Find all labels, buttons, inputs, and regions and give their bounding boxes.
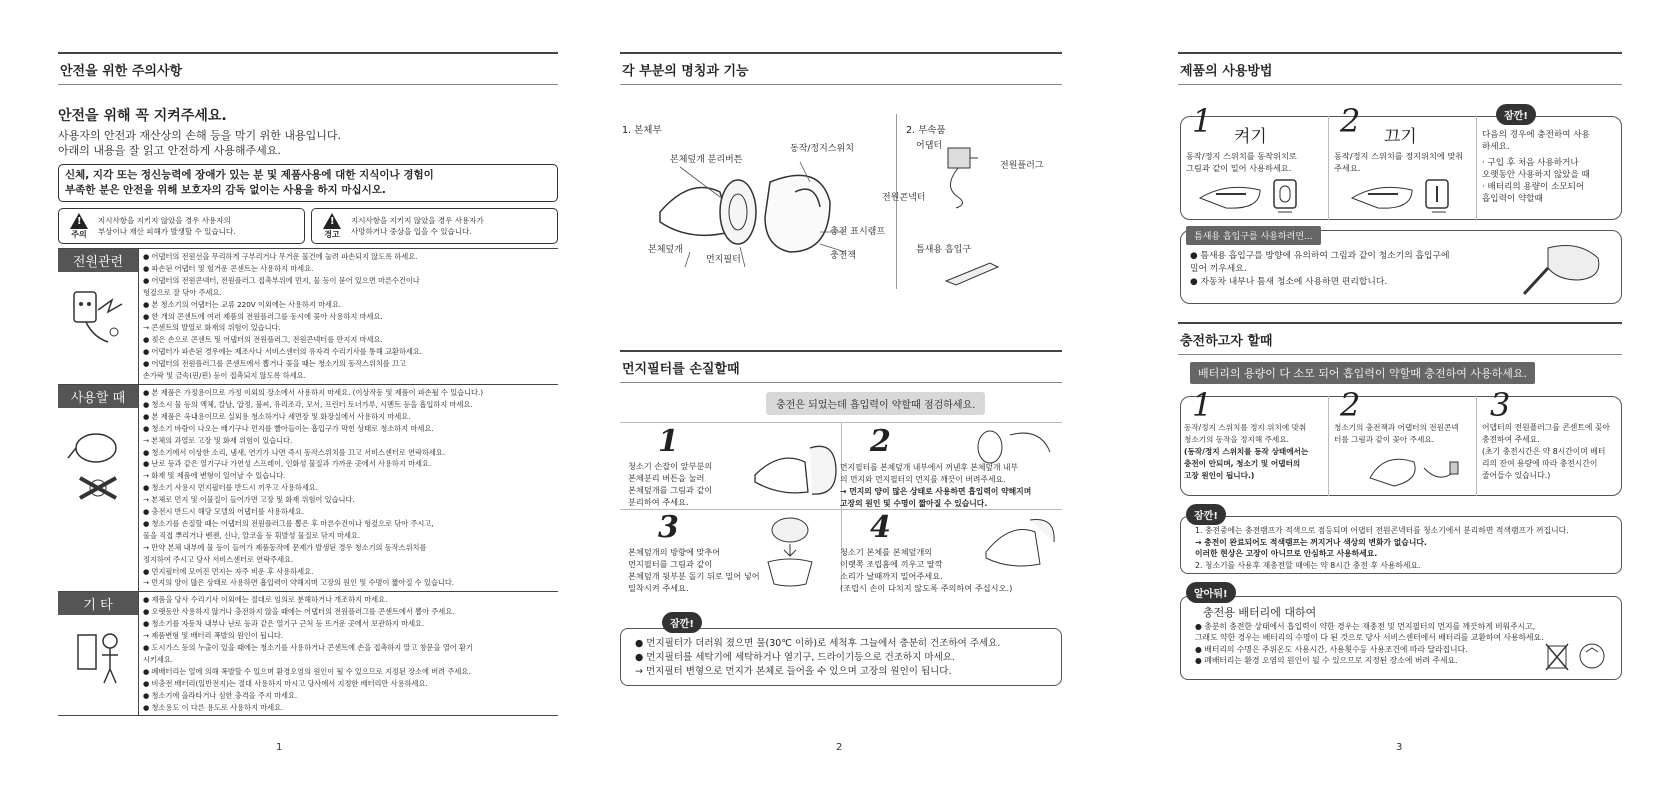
filter-section-title: 먼지필터를 손질할때 xyxy=(620,350,1062,383)
battery-title: 충전용 배터리에 대하여 xyxy=(1203,606,1317,619)
instruction-line: ● 어댑터가 파손된 경우에는 제조사나 서비스센터의 유자격 수리기사를 통해 교환하세요. xyxy=(143,347,423,357)
instruction-line: ● 비충전 배터리(일반전지)는 절대 사용하지 마시고 당사에서 지정한 배터리만 사용하세요. xyxy=(143,678,428,688)
step-4-text: 청소기 본체를 본체덮개의 이랫쪽 조립홈에 끼우고 딸깍 소리가 날때까지 밀어주세요. (조립시 손이 다치지 않도록 주의하여 주십시오.) xyxy=(840,547,1013,593)
instruction-line: ● 충전시 반드시 해당 모델의 어댑터를 사용하세요. xyxy=(143,507,305,517)
crevice-label: 틈새용 흡입구 xyxy=(916,245,972,255)
release-button-label: 본체덮개 분리버튼 xyxy=(670,155,743,165)
category-body xyxy=(138,592,558,715)
vacuum-parts-diagram xyxy=(650,152,870,282)
category-etc xyxy=(58,591,558,716)
instruction-line: ● 폐배터리는 열에 의해 폭발할 수 있으며 환경오염의 원인이 될 수 있으므로 지정된 장소에 버려 주세요. xyxy=(143,666,471,676)
category-use xyxy=(58,384,558,591)
step-number: 1 xyxy=(658,424,679,459)
adapter-icon xyxy=(938,142,998,212)
instruction-line: ● 본 청소기의 어댑터는 교류 220V 이외에는 사용하지 마세요. xyxy=(143,299,342,309)
instruction-line: ● 청소기 바람이 나오는 배기구나 먼지를 빨아들이는 흡입구가 막힌 상태로 청소하지 마세요. xyxy=(143,423,434,433)
off-text: 동작/정지 스위치를 정지위치에 맞춰 주세요. xyxy=(1334,151,1464,173)
filter-label: 먼지필터 xyxy=(706,255,741,265)
charge-conditions: 다음의 경우에 충전하여 사용 하세요. · 구입 후 처음 사용하거나 오랫동안 사용하지 않았을 때 · 배터리의 용량이 소모되어 흡입력이 약할때 xyxy=(1482,130,1590,204)
warning-triangle-icon: ! xyxy=(323,213,341,229)
cover-label: 본체덮개 xyxy=(648,245,683,255)
instruction-line: ● 오랫동안 사용하지 않거나 충전하지 않을 때에는 어댑터의 전원플러그를 콘센트에서 뽑아 주세요. xyxy=(143,607,455,617)
instruction-line: ● 청소기를 자동차 내부나 난로 등과 같은 열기구 근처 등 뜨거운 곳에서 보관하지 마세요. xyxy=(143,619,425,629)
category-label: 전원관련 xyxy=(58,249,138,272)
page-number: 3 xyxy=(1396,742,1403,753)
step-1-illustration xyxy=(750,430,840,504)
instruction-line: ● 젖은 손으로 콘센트 및 어댑터의 전원플러그, 전원콘넥터를 만지지 마세요. xyxy=(143,335,383,345)
warning-heading: 안전을 위해 꼭 지켜주세요. xyxy=(58,108,227,124)
instruction-line: ● 청소시 물 등의 액체, 칼날, 압정, 불씨, 유리조각, 모서, 프린터 토너가루, 시멘트 등을 흡입하지 마세요. xyxy=(143,399,473,409)
page-2 xyxy=(620,52,1062,757)
note-badge: 잠깐! xyxy=(662,612,702,633)
instruction-line: → 화재 및 제품에 변형이 일어날 수 있습니다. xyxy=(143,471,286,481)
on-label: 켜기 xyxy=(1234,127,1267,147)
step-number: 1 xyxy=(1192,386,1213,424)
off-label: 끄기 xyxy=(1384,127,1417,147)
category-body xyxy=(138,385,558,591)
tip-badge: 알아둬! xyxy=(1186,582,1236,603)
lamp-label: 충전 표시램프 xyxy=(830,227,886,237)
step-3-illustration xyxy=(750,512,830,588)
instruction-line: → 콘센트의 발열로 화재의 위험이 있습니다. xyxy=(143,323,281,333)
step-number: 1 xyxy=(1192,102,1213,140)
step-2-text: 먼지필터를 본체덮개 내부에서 꺼낸후 본체덮개 내부 의 먼지와 먼지필터의 먼지를 깨끗이 버려주세요. → 먼지의 양이 많은 상태로 사용하면 흡입력이 약해지며 고장의 원인 및 수명이 짧아질 수 있습니다. xyxy=(840,463,1032,508)
charge-step-1: 동작/정지 스위치를 정지 위치에 맞춰 청소기의 동작을 정지해 주세요. (동작/정지 스위치를 동작 상태에서는 충전이 안되며, 청소기 및 어댑터의 고장 원인이 됩니다.) xyxy=(1184,423,1309,480)
step-1-text: 청소기 손잡이 앞부분의 본체분리 버튼을 눌러 본체덮개를 그림과 같이 분리하여 주세요. xyxy=(628,461,713,507)
accessory-section-label: 2. 부속품 xyxy=(906,125,946,136)
electric-shock-illustration xyxy=(58,272,138,362)
step-number: 2 xyxy=(1340,102,1361,140)
plug-label: 전원플러그 xyxy=(1000,161,1044,171)
caution-legend xyxy=(58,208,558,244)
instruction-line: → 본체로 먼지 및 이물질이 들어가면 고장 및 화재 위험이 있습니다. xyxy=(143,495,355,505)
instruction-line: ● 난로 등과 같은 열기구나 가연성 스프레이, 인화성 물질과 가까운 곳에서 사용하지 마세요. xyxy=(143,459,432,469)
instruction-line: ● 어댑터의 전원선을 무리하게 구부리거나 무거운 물건에 눌려 파손되지 않도록 하세요. xyxy=(143,252,418,261)
instruction-line: ● 청소기에서 이상한 소리, 냄새, 연기가 나면 즉시 동작스위치를 끄고 서비스센터로 연락하세요. xyxy=(143,447,446,457)
step-number: 4 xyxy=(870,510,891,545)
instruction-line: ● 청소기 사용시 먼지필터를 반드시 끼우고 사용하세요. xyxy=(143,483,319,493)
disability-notice: 신체, 지각 또는 정신능력에 장애가 있는 분 및 제품사용에 대한 지식이나 경험이 부족한 분은 안전을 위해 보호자의 감독 없이는 사용을 하지 마십시오. xyxy=(58,164,558,202)
charge-bar: 배터리의 용량이 다 소모 되어 흡입력이 약할때 충전하여 사용하세요. xyxy=(1190,362,1535,384)
instruction-line: → 먼지의 양이 많은 상태로 사용하면 흡입력이 약해지며 고장의 원인 및 수명이 짧아질 수 있습니다. xyxy=(143,578,455,588)
check-notice: 충전은 되었는데 흡입력이 약할때 점검하세요. xyxy=(766,392,985,415)
recycle-disposal-icon xyxy=(1544,640,1610,672)
instruction-line: ● 청소기에 올라타거나 심한 충격을 주지 마세요. xyxy=(143,690,298,700)
page-number: 2 xyxy=(836,742,843,753)
switch-on-illustration xyxy=(1196,176,1316,214)
step-number: 3 xyxy=(1490,386,1511,424)
step-4-illustration xyxy=(980,512,1058,572)
category-label: 사용할 때 xyxy=(58,385,138,408)
crevice-instructions: ● 틈새용 흡입구를 방향에 유의하여 그림과 같이 청소기의 흡입구에 밀어 끼우세요. ● 자동차 내부나 틈새 청소에 사용하면 편리합니다. xyxy=(1190,251,1450,287)
instruction-line: 시키세요. xyxy=(143,654,174,664)
switch-off-illustration xyxy=(1348,176,1468,214)
instruction-line: ● 청소용도 이 다른 용도로 사용하지 마세요. xyxy=(143,702,284,712)
charging-illustration xyxy=(1364,448,1464,490)
instruction-line: ● 본 제품은 가정용이므로 가정 이외의 장소에서 사용하지 마세요. (이상작동 및 제품이 파손될 수 있습니다.) xyxy=(143,387,484,397)
warning-box: ! 경고 지시사항을 지키지 않았을 경우 사용자가 사망하거나 중상을 입을 수 있습니다. xyxy=(311,208,558,244)
instruction-line: → 만약 본체 내부에 물 등이 들어가 제품동작에 문제가 발생된 경우 청소기의 동작스위치를 xyxy=(143,542,427,552)
crevice-vacuum-illustration xyxy=(1518,238,1608,300)
instruction-line: ● 청소기를 손질할 때는 어댑터의 전원플러그를 뽑은 후 마른수건이나 헝겊으로 닦아 주시고, xyxy=(143,518,434,528)
instruction-line: ● 먼지필터에 모여진 먼지는 자주 비운 후 사용하세요. xyxy=(143,566,314,576)
charge-step-2: 청소기의 충전잭과 어댑터의 전원콘넥 터를 그림과 같이 꽂아 주세요. xyxy=(1334,423,1459,444)
step-number: 3 xyxy=(658,510,679,545)
intro-text: 사용자의 안전과 재산상의 손해 등을 막기 위한 내용입니다. 아래의 내용을 잘 읽고 안전하게 사용해주세요. xyxy=(58,129,341,157)
instruction-line: 정지하여 주시고 당사 서비스센터로 연락주세요. xyxy=(143,554,294,564)
charge-step-3: 어댑터의 전원플러그를 콘센트에 꽂아 충전하여 주세요. (초기 충전시간은 약 8시간이며 배터 리의 잔여 용량에 따라 충전시간이 줄어들수 있습니다.) xyxy=(1482,423,1610,480)
instruction-line: ● 파손된 어댑터 및 헐거운 콘센트는 사용하지 마세요. xyxy=(143,263,314,273)
note-badge: 잠깐! xyxy=(1496,104,1536,125)
instruction-line: ● 한 개의 콘센트에 여러 제품의 전원플러그를 동시에 꽂아 사용하지 마세요. xyxy=(143,311,383,321)
instruction-line: ● 본 제품은 옥내용이므로 실외용 청소하거나 세면장 및 화장실에서 사용하지 마세요. xyxy=(143,411,411,421)
page-title: 안전을 위한 주의사항 xyxy=(58,52,558,85)
connector-label: 전원콘넥터 xyxy=(882,193,926,203)
instruction-line: 물을 직접 뿌리거나 벤젠, 신나, 알코올 등 휘발성 물질로 닦지 마세요. xyxy=(143,530,361,540)
instruction-line: ● 도시가스 등의 누출이 있을 때에는 청소기를 사용하거나 콘센트에 손을 접촉하지 말고 창문을 열어 환기 xyxy=(143,643,473,652)
switch-label: 동작/정지스위치 xyxy=(790,144,854,154)
crevice-nozzle-icon xyxy=(942,257,1002,287)
body-section-label: 1. 본체부 xyxy=(622,125,662,136)
page-number: 1 xyxy=(276,742,283,753)
charge-notes: 1. 충전중에는 충전램프가 적색으로 점등되며 어댑터 전원콘넥터를 청소기에서 분리하면 적색램프가 꺼집니다. → 충전이 완료되어도 적색램프는 꺼지거나 색상의 변화가 없습니다. 이러한 현상은 고장이 아니므로 안심하고 사용하세요. 2. 청소기를 사용후 재충전할 때에는 약 8시간 충전 후 사용하세요. xyxy=(1180,516,1622,574)
person-illustration xyxy=(58,615,138,695)
battery-info: 충전용 배터리에 대하여 ● 충분히 충전한 상태에서 흡입력이 약한 경우는 재충전 및 먼지필터의 먼지를 깨끗하게 비워주시고, 그래도 약한 경우는 배터리의 수명이 다 된 것으로 당사 서비스센터에서 배터리를 교환하여 사용하세요. ● 배터리의 수명은 주위온도 사용시간, 사용횟수등 사용조건에 따라 달라집니다. ● 폐배터리는 환경 오염의 원인이 될 수 있으므로 지정된 장소에 버려 주세요. xyxy=(1180,596,1622,680)
step-number: 2 xyxy=(870,424,891,459)
instruction-line: → 본체의 과열로 고장 및 화재 위험이 있습니다. xyxy=(143,435,293,445)
step-2-illustration xyxy=(970,427,1055,467)
caution-box: ! 주의 지시사항을 지키지 않았을 경우 사용자의 부상이나 재산 피해가 발생할 수 있습니다. xyxy=(58,208,305,244)
page-1 xyxy=(58,52,558,757)
crevice-tag: 틈새용 흡입구를 사용하려면... xyxy=(1186,226,1321,245)
charge-title: 충전하고자 할때 xyxy=(1178,322,1622,355)
filter-notes: ● 먼지필터가 더러워 졌으면 물(30℃ 이하)로 세척후 그늘에서 충분히 건조하여 주세요. ● 먼지필터를 세탁기에 세탁하거나 열기구, 드라이기등으로 건조하지 마세요. → 먼지필터 변형으로 먼지가 본체로 들어올 수 있으며 고장의 원인이 됩니다. xyxy=(620,628,1062,686)
step-number: 2 xyxy=(1340,386,1361,424)
category-body xyxy=(138,249,558,384)
on-text: 동작/정지 스위치를 동작위치로 그림과 같이 밀어 사용하세요. xyxy=(1186,151,1297,173)
vacuum-prohibited-illustration xyxy=(58,408,138,518)
page-title: 제품의 사용방법 xyxy=(1178,52,1622,85)
note-badge: 잠깐! xyxy=(1186,504,1226,525)
jack-label: 충전잭 xyxy=(830,251,857,261)
instruction-line: → 제품변형 및 배터리 폭발의 원인이 됩니다. xyxy=(143,631,284,641)
adapter-label: 어댑터 xyxy=(916,141,943,151)
instruction-line: 손가락 및 금속(핀/핀) 등이 접촉되지 않도록 하세요. xyxy=(143,371,306,381)
step-3-text: 본체덮개의 방향에 맞추어 먼지필터를 그림과 같이 본체덮개 뒷부분 돌기 뒤로 밀어 넣어 밀착시켜 주세요. xyxy=(628,547,760,593)
page-3 xyxy=(1178,52,1678,757)
page-title: 각 부분의 명칭과 기능 xyxy=(620,52,1062,85)
instruction-line: ● 어댑터의 전원플러그를 콘센트에서 뽑거나 꽂을 때는 청소기의 동작스위치를 끄고 xyxy=(143,359,406,369)
category-power xyxy=(58,248,558,384)
category-label: 기 타 xyxy=(58,592,138,615)
instruction-line: ● 제품을 당사 수리기사 이외에는 절대로 임의로 분해하거나 개조하지 마세요. xyxy=(143,595,388,605)
warning-triangle-icon: ! xyxy=(70,213,88,229)
instruction-line: 헝겊으로 잘 닦아 주세요. xyxy=(143,287,222,297)
instruction-line: ● 어댑터의 전원콘넥터, 전원플러그 접촉부위에 먼지, 물 등이 묻어 있으면 마른수건이나 xyxy=(143,275,420,285)
